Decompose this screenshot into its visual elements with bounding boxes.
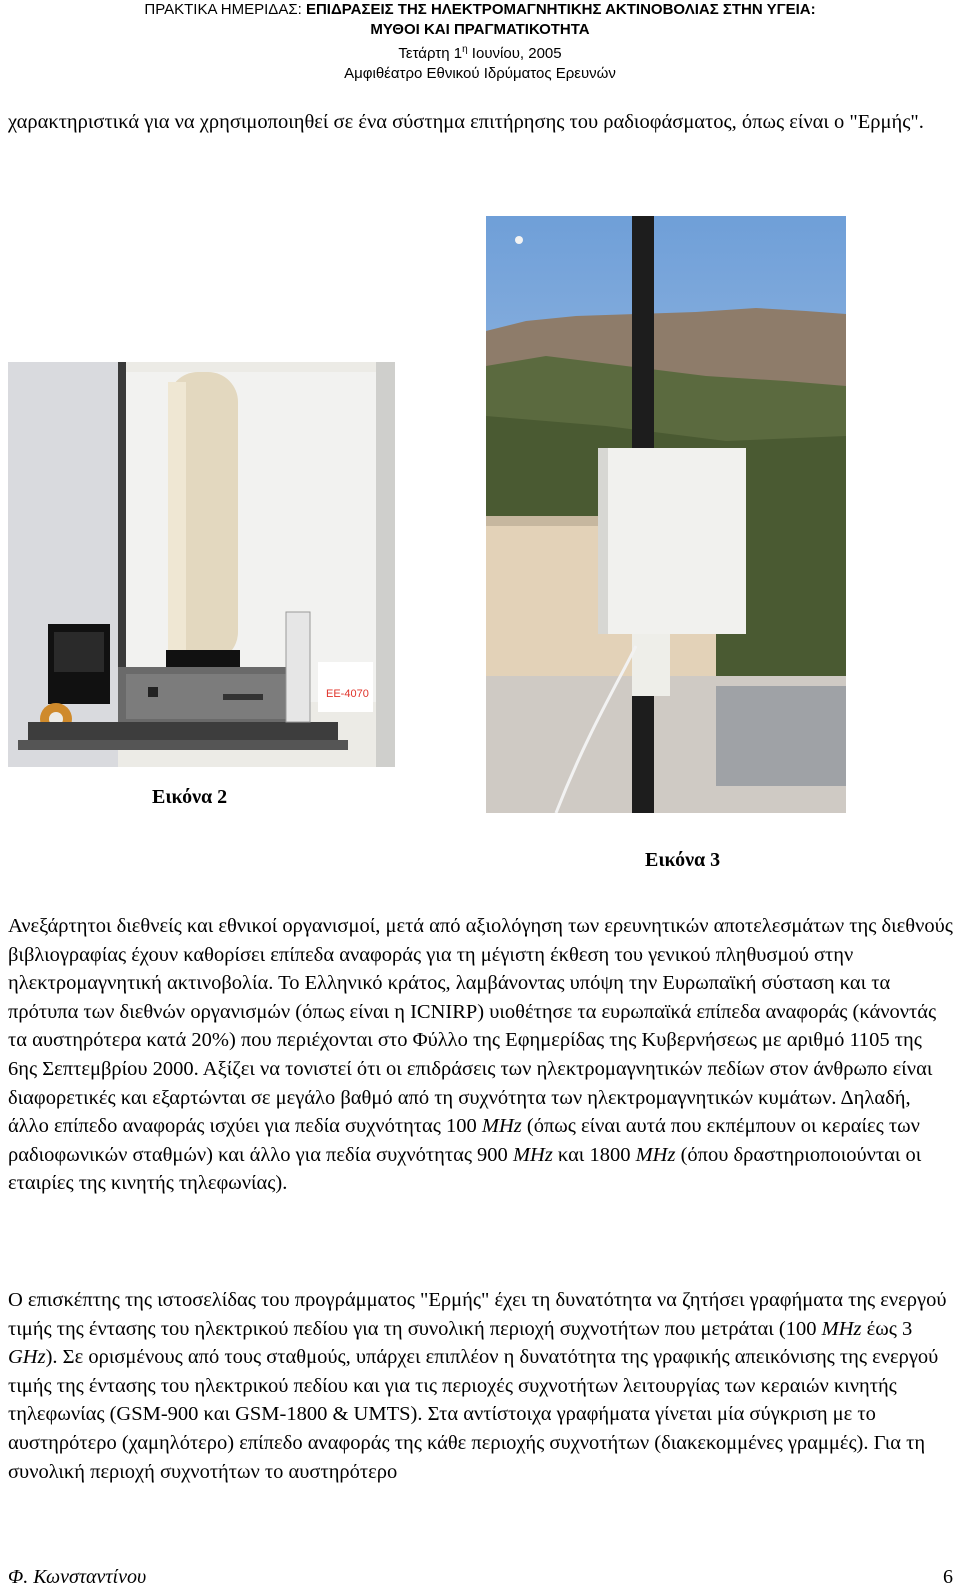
page-header bbox=[0, 0, 960, 84]
device-model-label: EE-4070 bbox=[326, 688, 369, 700]
figure-3-photo bbox=[486, 216, 846, 813]
header-prefix: ΠΡΑΚΤΙΚΑ ΗΜΕΡΙΔΑΣ: bbox=[144, 1, 306, 18]
device-illustration bbox=[8, 362, 395, 767]
header-date: Τετάρτη $1^\eta$ Ιουνίου, 2005 bbox=[398, 44, 562, 62]
figure-2-photo bbox=[8, 362, 395, 767]
figure-2-caption: Εικόνα 2 bbox=[152, 786, 228, 808]
rooftop-illustration bbox=[486, 216, 846, 813]
page-number: 6 bbox=[943, 1566, 953, 1588]
header-title1: ΕΠΙΔΡΑΣΕΙΣ ΤΗΣ ΗΛΕΚΤΡΟΜΑΓΝΗΤΙΚΗΣ ΑΚΤΙΝΟΒΟΛΙΑΣ ΣΤΗΝ ΥΓΕΙΑ: bbox=[305, 1, 816, 18]
figure-3-caption: Εικόνα 3 bbox=[645, 849, 721, 871]
paragraph-1: Ανεξάρτητοι διεθνείς και εθνικοί οργανισμοί, μετά από αξιολόγηση των ερευνητικών αποτελεσμάτων της διεθνούς βιβλιογραφίας έχουν καθορίσει επίπεδα αναφοράς για τη μέγιστη έκθεση του γενικού πληθυσμού στην ηλεκτρομαγνητική ακτινοβολία. Το Ελληνικό κράτος, λαμβάνοντας υπόψη την Ευρωπαϊκή σύσταση και τα πρότυπα των διεθνών οργανισμών (όπως είναι η ICNIRP) υιοθέτησε τα ευρωπαϊκά επίπεδα αναφοράς (κάνοντάς τα αυστηρότερα κατά 20%) που περιέχονται στο Φύλλο της Εφημερίδας της Κυβερνήσεως με αριθμό 1105 της 6ης Σεπτεμβρίου 2000. Αξίζει να τονιστεί ότι οι επιδράσεις των ηλεκτρομαγνητικών πεδίων στον άνθρωπο είναι διαφορετικές και εξαρτώνται σε μεγάλο βαθμό από τη συχνότητα των ηλεκτρομαγνητικών κυμάτων. Δηλαδή, άλλο επίπεδο αναφοράς ισχύει για πεδία συχνότητας 100 MHz (όπως είναι αυτά που εκπέμπουν οι κεραίες των ραδιοφωνικών σταθμών) και άλλο για πεδία συχνότητας 900 MHz και 1800 MHz (όπου δραστηριοποιούνται οι εταιρίες της κινητής τηλεφωνίας). bbox=[8, 915, 953, 1195]
intro-paragraph: χαρακτηριστικά για να χρησιμοποιηθεί σε ένα σύστημα επιτήρησης του ραδιοφάσματος, όπως είναι ο "Ερμής". bbox=[8, 111, 924, 133]
page-footer bbox=[8, 1566, 953, 1589]
header-venue: Αμφιθέατρο Εθνικού Ιδρύματος Ερευνών bbox=[344, 65, 616, 82]
header-title-line2: ΜΥΘΟΙ ΚΑΙ ΠΡΑΓΜΑΤΙΚΟΤΗΤΑ bbox=[370, 21, 590, 38]
header-title-line1 bbox=[0, 0, 960, 20]
paragraph-2: Ο επισκέπτης της ιστοσελίδας του προγράμματος "Ερμής" έχει τη δυνατότητα να ζητήσει γραφήματα της ενεργού τιμής της έντασης του ηλεκτρικού πεδίου για τη συνολική περιοχή συχνοτήτων που μετράται (100 MHz έως 3 GHz). Σε ορισμένους από τους σταθμούς, υπάρχει επιπλέον η δυνατότητα της γραφικής απεικόνισης της ενεργού τιμής της έντασης του ηλεκτρικού πεδίου και για τις περιοχές συχνοτήτων λειτουργίας των κεραιών κινητής τηλεφωνίας (GSM-900 και GSM-1800 & UMTS). Στα αντίστοιχα γραφήματα γίνεται μία σύγκριση με το αυστηρότερο (χαμηλότερο) επίπεδο αναφοράς της κάθε περιοχής συχνοτήτων (διακεκομμένες γραμμές). Για τη συνολική περιοχή συχνοτήτων το αυστηρότερο bbox=[8, 1289, 947, 1483]
footer-author: Φ. Κωνσταντίνου bbox=[8, 1566, 147, 1588]
